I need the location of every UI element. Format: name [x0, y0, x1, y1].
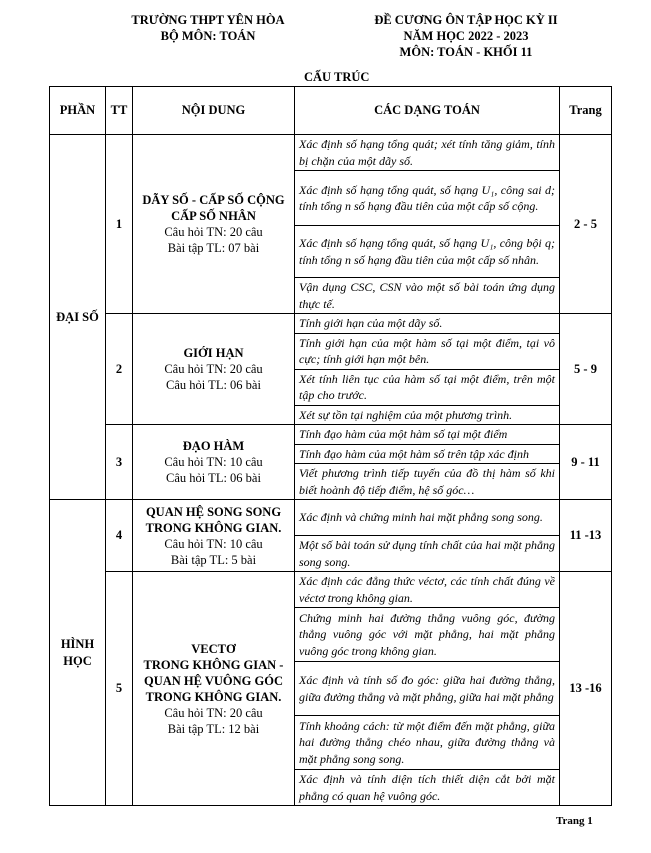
content-info: Câu hỏi TN: 20 câu — [164, 225, 263, 239]
problem-type: Xét tính liên tục của hàm số tại một điểm, trên một tập cho trước. — [295, 369, 560, 405]
problem-type: Xác định và chứng minh hai mặt phẳng song song. — [295, 500, 560, 536]
document-title: ĐỀ CƯƠNG ÔN TẬP HỌC KỲ II — [374, 13, 558, 27]
school-year: NĂM HỌC 2022 - 2023 — [403, 29, 529, 43]
content-title: ĐẠO HÀM — [182, 439, 245, 453]
header-tt: TT — [106, 87, 133, 135]
school-header — [108, 12, 308, 44]
content-info: Câu hỏi TN: 10 câu — [164, 536, 263, 551]
content-info: Bài tập TL: 12 bài — [167, 721, 260, 736]
problem-type: Tính khoảng cách: từ một điểm đến mặt phẳng, giữa hai đường thẳng chéo nhau, giữa đường thẳng và mặt phẳng song song. — [295, 716, 560, 770]
table-row — [50, 572, 612, 608]
row-number: 5 — [106, 572, 133, 806]
problem-type: Xác định và tính diện tích thiết diện cắt bởi mặt phẳng có quan hệ vuông góc. — [295, 770, 560, 806]
section-title: CẤU TRÚC — [304, 70, 370, 84]
problem-type: Xét sự tồn tại nghiệm của một phương trình. — [295, 405, 560, 425]
header-noi-dung: NỘI DUNG — [133, 87, 295, 135]
part-label: HÌNH — [60, 636, 95, 651]
structure-table — [49, 86, 612, 806]
problem-type: Tính đạo hàm của một hàm số trên tập xác định — [295, 444, 560, 464]
department-name: BỘ MÔN: TOÁN — [160, 29, 256, 43]
part-label: HỌC — [63, 653, 92, 668]
page-range: 5 - 9 — [560, 314, 612, 425]
content-title: DÃY SỐ - CẤP SỐ CỘNG — [142, 193, 285, 207]
content-title: GIỚI HẠN — [183, 346, 244, 360]
row-number: 3 — [106, 425, 133, 500]
problem-type: Chứng minh hai đường thẳng vuông góc, đường thẳng vuông góc với mặt phẳng, hai mặt phẳng vuông góc trong không gian. — [295, 608, 560, 662]
problem-type: Tính đạo hàm của một hàm số tại một điểm — [295, 425, 560, 445]
header-cac-dang-toan: CÁC DẠNG TOÁN — [295, 87, 560, 135]
header-trang: Trang — [560, 87, 612, 135]
table-row — [50, 425, 612, 445]
problem-type: Xác định số hạng tổng quát, số hạng U₁, công bội q; tính tổng n số hạng đầu tiên của một cấp số nhân. — [295, 226, 560, 278]
problem-type: Xác định các đẳng thức véctơ, các tính chất đúng về véctơ trong không gian. — [295, 572, 560, 608]
problem-type: Xác định số hạng tổng quát, số hạng U₁, công sai d; tính tổng n số hạng đầu tiên của một cấp số cộng. — [295, 171, 560, 226]
content-info: Câu hỏi TL: 06 bài — [166, 471, 261, 485]
part-label: ĐẠI SỐ — [56, 309, 99, 324]
content-title: TRONG KHÔNG GIAN. — [145, 689, 282, 704]
content-cell — [133, 135, 295, 314]
problem-type: Một số bài toán sử dụng tính chất của hai mặt phẳng song song. — [295, 536, 560, 572]
content-title: TRONG KHÔNG GIAN - — [143, 657, 284, 672]
table-row — [50, 314, 612, 334]
content-info: Câu hỏi TL: 06 bài — [166, 378, 261, 392]
table-row — [50, 135, 612, 171]
part-dai-so — [50, 135, 106, 500]
row-number: 1 — [106, 135, 133, 314]
problem-type: Tính giới hạn của một dãy số. — [295, 314, 560, 334]
part-hinh-hoc — [50, 500, 106, 806]
problem-type: Xác định số hạng tổng quát; xét tính tăng giảm, tính bị chặn của một dãy số. — [295, 135, 560, 171]
row-number: 2 — [106, 314, 133, 425]
problem-type: Tính giới hạn của một hàm số tại một điểm, tại vô cực; tính giới hạn một bên. — [295, 333, 560, 369]
content-title: VECTƠ — [191, 641, 236, 656]
table-row — [50, 500, 612, 536]
content-title: QUAN HỆ VUÔNG GÓC — [143, 673, 283, 688]
document-header — [318, 12, 614, 60]
page-number: Trang 1 — [556, 815, 593, 827]
content-cell — [133, 314, 295, 425]
content-cell — [133, 500, 295, 572]
content-info: Câu hỏi TN: 10 câu — [164, 455, 263, 469]
content-info: Bài tập TL: 5 bài — [170, 552, 257, 567]
page-range: 2 - 5 — [560, 135, 612, 314]
content-title: CẤP SỐ NHÂN — [171, 209, 256, 223]
content-title: QUAN HỆ SONG SONG — [145, 504, 282, 519]
problem-type: Vận dụng CSC, CSN vào một số bài toán ứng dụng thực tế. — [295, 278, 560, 314]
header-phan: PHẦN — [50, 87, 106, 135]
row-number: 4 — [106, 500, 133, 572]
problem-type: Xác định và tính số đo góc: giữa hai đường thẳng, giữa đường thẳng và mặt phẳng, giữa hai mặt phẳng — [295, 662, 560, 716]
content-info: Câu hỏi TN: 20 câu — [164, 362, 263, 376]
page-range: 11 -13 — [560, 500, 612, 572]
school-name: TRƯỜNG THPT YÊN HÒA — [131, 13, 285, 27]
table-header-row — [50, 87, 612, 135]
content-cell — [133, 572, 295, 806]
problem-type: Viết phương trình tiếp tuyến của đồ thị hàm số khi biết hoành độ tiếp điểm, hệ số góc… — [295, 464, 560, 500]
content-info: Câu hỏi TN: 20 câu — [164, 705, 263, 720]
subject-grade: MÔN: TOÁN - KHỐI 11 — [399, 45, 533, 59]
content-title: TRONG KHÔNG GIAN. — [145, 520, 282, 535]
content-info: Bài tập TL: 07 bài — [167, 241, 260, 255]
content-cell — [133, 425, 295, 500]
page-range: 9 - 11 — [560, 425, 612, 500]
page-range: 13 -16 — [560, 572, 612, 806]
